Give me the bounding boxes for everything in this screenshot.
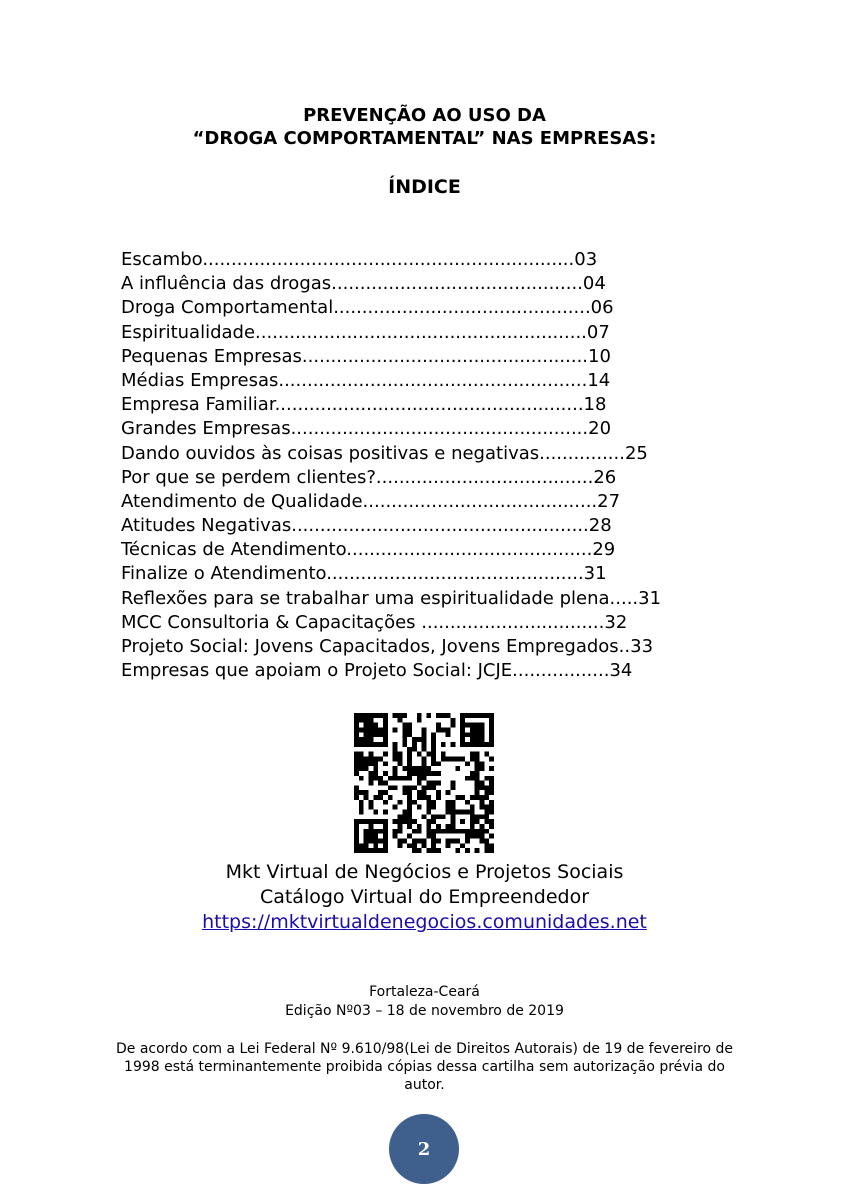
toc-entry: Por que se perdem clientes?......................................26 xyxy=(121,466,617,488)
table-of-contents xyxy=(121,248,741,683)
toc-entry: Médias Empresas......................................................14 xyxy=(121,369,611,391)
qr-code xyxy=(354,713,494,853)
copyright-notice: De acordo com a Lei Federal Nº 9.610/98(Lei de Direitos Autorais) de 19 de fevereiro de 1998 está terminantemente proibida cópias dessa cartilha sem autorização prévia do autor. xyxy=(116,1041,733,1093)
toc-entry: Reflexões para se trabalhar uma espiritualidade plena.....31 xyxy=(121,587,662,609)
toc-entry: Dando ouvidos às coisas positivas e negativas...............25 xyxy=(121,442,648,464)
toc-entry: Técnicas de Atendimento...........................................29 xyxy=(121,539,616,561)
toc-entry: Pequenas Empresas..................................................10 xyxy=(121,345,611,367)
toc-entry: Empresa Familiar......................................................18 xyxy=(121,394,607,416)
toc-entry: Droga Comportamental.............................................06 xyxy=(121,297,614,319)
toc-entry: Espiritualidade..........................................................07 xyxy=(121,321,610,343)
place-text: Fortaleza-Ceará xyxy=(369,984,480,1000)
document-title xyxy=(0,104,849,150)
catalog-block xyxy=(0,860,849,935)
title-line-1: PREVENÇÃO AO USO DA xyxy=(303,105,546,126)
toc-entry: Projeto Social: Jovens Capacitados, Jovens Empregados..33 xyxy=(121,636,654,657)
toc-entry: Atendimento de Qualidade.........................................27 xyxy=(121,490,621,512)
index-heading: ÍNDICE xyxy=(388,176,461,198)
toc-entry: Empresas que apoiam o Projeto Social: JCJE.................34 xyxy=(121,660,633,682)
edition-text: Edição Nº03 – 18 de novembro de 2019 xyxy=(285,1003,564,1019)
toc-entry: Grandes Empresas....................................................20 xyxy=(121,418,612,440)
title-line-2: “DROGA COMPORTAMENTAL” NAS EMPRESAS: xyxy=(192,128,657,149)
catalog-line-1: Mkt Virtual de Negócios e Projetos Sociais xyxy=(225,861,624,883)
toc-entry: MCC Consultoria & Capacitações ................................32 xyxy=(121,611,628,633)
toc-entry: A influência das drogas............................................04 xyxy=(121,273,606,295)
website-link[interactable]: https://mktvirtualdenegocios.comunidades.net xyxy=(202,911,647,933)
publication-info xyxy=(0,983,849,1021)
toc-entry: Escambo.................................................................03 xyxy=(121,249,598,270)
toc-entry: Finalize o Atendimento.............................................31 xyxy=(121,563,607,585)
page-number-badge: 2 xyxy=(389,1114,459,1184)
toc-entry: Atitudes Negativas....................................................28 xyxy=(121,515,612,537)
catalog-line-2: Catálogo Virtual do Empreendedor xyxy=(259,886,590,908)
